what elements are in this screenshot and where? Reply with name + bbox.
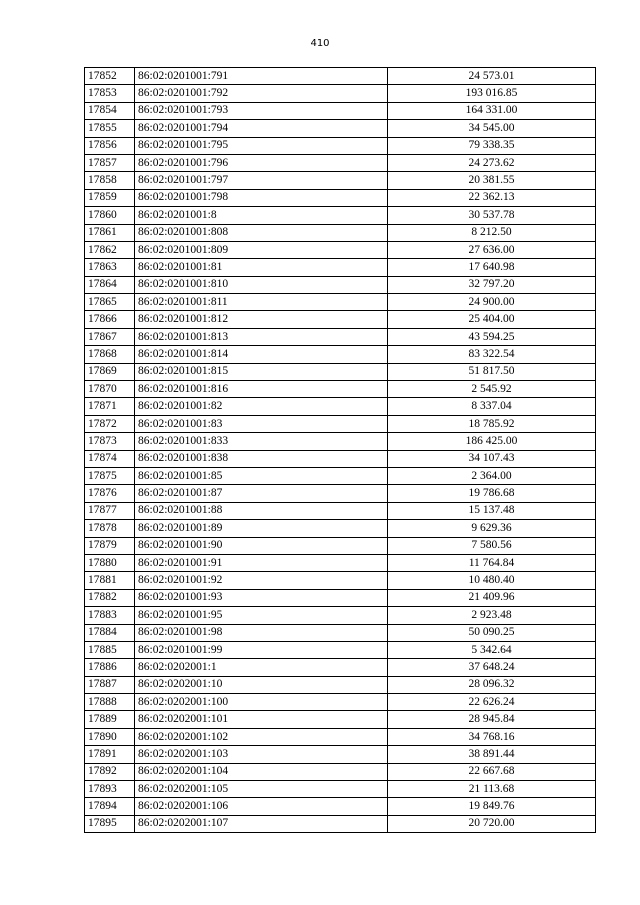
cadastral-value-table <box>84 67 596 833</box>
value-cell: 11 764.84 <box>388 554 596 571</box>
cadastral-number-cell: 86:02:0201001:809 <box>135 241 388 258</box>
cadastral-number-cell: 86:02:0201001:796 <box>135 154 388 171</box>
table-row <box>85 241 596 258</box>
cadastral-number-cell: 86:02:0202001:107 <box>135 815 388 832</box>
table-row <box>85 781 596 798</box>
row-number-cell: 17884 <box>85 624 135 641</box>
table-row <box>85 815 596 832</box>
cadastral-number-cell: 86:02:0202001:105 <box>135 781 388 798</box>
row-number-cell: 17870 <box>85 381 135 398</box>
cadastral-number-cell: 86:02:0201001:795 <box>135 137 388 154</box>
table-row <box>85 120 596 137</box>
value-cell: 8 212.50 <box>388 224 596 241</box>
table-row <box>85 433 596 450</box>
cadastral-number-cell: 86:02:0201001:794 <box>135 120 388 137</box>
value-cell: 24 573.01 <box>388 68 596 85</box>
value-cell: 83 322.54 <box>388 346 596 363</box>
table-row <box>85 641 596 658</box>
table-row <box>85 189 596 206</box>
table-row <box>85 589 596 606</box>
table-row <box>85 537 596 554</box>
row-number-cell: 17880 <box>85 554 135 571</box>
row-number-cell: 17886 <box>85 659 135 676</box>
cadastral-number-cell: 86:02:0201001:791 <box>135 68 388 85</box>
value-cell: 19 786.68 <box>388 485 596 502</box>
table-row <box>85 502 596 519</box>
cadastral-number-cell: 86:02:0201001:812 <box>135 311 388 328</box>
value-cell: 79 338.35 <box>388 137 596 154</box>
cadastral-number-cell: 86:02:0201001:90 <box>135 537 388 554</box>
row-number-cell: 17854 <box>85 102 135 119</box>
value-cell: 27 636.00 <box>388 241 596 258</box>
cadastral-number-cell: 86:02:0202001:103 <box>135 746 388 763</box>
cadastral-number-cell: 86:02:0201001:91 <box>135 554 388 571</box>
table-row <box>85 102 596 119</box>
row-number-cell: 17866 <box>85 311 135 328</box>
row-number-cell: 17852 <box>85 68 135 85</box>
table-row <box>85 467 596 484</box>
table-row <box>85 659 596 676</box>
cadastral-number-cell: 86:02:0201001:99 <box>135 641 388 658</box>
table-row <box>85 276 596 293</box>
row-number-cell: 17877 <box>85 502 135 519</box>
cadastral-number-cell: 86:02:0202001:1 <box>135 659 388 676</box>
row-number-cell: 17871 <box>85 398 135 415</box>
value-cell: 21 113.68 <box>388 781 596 798</box>
row-number-cell: 17853 <box>85 85 135 102</box>
page-number: 410 <box>310 38 330 49</box>
table-row <box>85 328 596 345</box>
cadastral-number-cell: 86:02:0201001:814 <box>135 346 388 363</box>
table-row <box>85 311 596 328</box>
row-number-cell: 17882 <box>85 589 135 606</box>
table-row <box>85 381 596 398</box>
value-cell: 22 362.13 <box>388 189 596 206</box>
cadastral-number-cell: 86:02:0202001:104 <box>135 763 388 780</box>
row-number-cell: 17891 <box>85 746 135 763</box>
cadastral-number-cell: 86:02:0201001:792 <box>135 85 388 102</box>
value-cell: 34 768.16 <box>388 728 596 745</box>
value-cell: 2 923.48 <box>388 607 596 624</box>
row-number-cell: 17876 <box>85 485 135 502</box>
table-row <box>85 711 596 728</box>
cadastral-number-cell: 86:02:0201001:816 <box>135 381 388 398</box>
cadastral-number-cell: 86:02:0202001:102 <box>135 728 388 745</box>
value-cell: 15 137.48 <box>388 502 596 519</box>
row-number-cell: 17888 <box>85 694 135 711</box>
value-cell: 10 480.40 <box>388 572 596 589</box>
cadastral-number-cell: 86:02:0201001:810 <box>135 276 388 293</box>
row-number-cell: 17867 <box>85 328 135 345</box>
cadastral-number-cell: 86:02:0201001:92 <box>135 572 388 589</box>
cadastral-number-cell: 86:02:0201001:82 <box>135 398 388 415</box>
table-row <box>85 694 596 711</box>
row-number-cell: 17855 <box>85 120 135 137</box>
row-number-cell: 17893 <box>85 781 135 798</box>
table-row <box>85 85 596 102</box>
value-cell: 34 107.43 <box>388 450 596 467</box>
table-row <box>85 624 596 641</box>
table-row <box>85 607 596 624</box>
cadastral-number-cell: 86:02:0201001:83 <box>135 415 388 432</box>
value-cell: 18 785.92 <box>388 415 596 432</box>
row-number-cell: 17869 <box>85 363 135 380</box>
row-number-cell: 17878 <box>85 520 135 537</box>
table-row <box>85 554 596 571</box>
value-cell: 9 629.36 <box>388 520 596 537</box>
cadastral-number-cell: 86:02:0201001:811 <box>135 294 388 311</box>
value-cell: 19 849.76 <box>388 798 596 815</box>
cadastral-number-cell: 86:02:0202001:100 <box>135 694 388 711</box>
value-cell: 20 381.55 <box>388 172 596 189</box>
table-row <box>85 746 596 763</box>
value-cell: 32 797.20 <box>388 276 596 293</box>
value-cell: 164 331.00 <box>388 102 596 119</box>
row-number-cell: 17860 <box>85 207 135 224</box>
value-cell: 2 364.00 <box>388 467 596 484</box>
cadastral-number-cell: 86:02:0201001:793 <box>135 102 388 119</box>
row-number-cell: 17864 <box>85 276 135 293</box>
row-number-cell: 17862 <box>85 241 135 258</box>
row-number-cell: 17857 <box>85 154 135 171</box>
value-cell: 30 537.78 <box>388 207 596 224</box>
row-number-cell: 17889 <box>85 711 135 728</box>
value-cell: 17 640.98 <box>388 259 596 276</box>
table-row <box>85 450 596 467</box>
row-number-cell: 17883 <box>85 607 135 624</box>
cadastral-number-cell: 86:02:0201001:813 <box>135 328 388 345</box>
table-row <box>85 68 596 85</box>
table-row <box>85 154 596 171</box>
value-cell: 51 817.50 <box>388 363 596 380</box>
table-row <box>85 763 596 780</box>
row-number-cell: 17859 <box>85 189 135 206</box>
value-cell: 50 090.25 <box>388 624 596 641</box>
row-number-cell: 17856 <box>85 137 135 154</box>
cadastral-number-cell: 86:02:0201001:833 <box>135 433 388 450</box>
table-body <box>85 68 596 833</box>
row-number-cell: 17892 <box>85 763 135 780</box>
table-row <box>85 728 596 745</box>
cadastral-number-cell: 86:02:0201001:87 <box>135 485 388 502</box>
cadastral-number-cell: 86:02:0201001:798 <box>135 189 388 206</box>
row-number-cell: 17890 <box>85 728 135 745</box>
cadastral-number-cell: 86:02:0202001:10 <box>135 676 388 693</box>
value-cell: 21 409.96 <box>388 589 596 606</box>
value-cell: 20 720.00 <box>388 815 596 832</box>
cadastral-number-cell: 86:02:0201001:808 <box>135 224 388 241</box>
cadastral-number-cell: 86:02:0201001:93 <box>135 589 388 606</box>
value-cell: 7 580.56 <box>388 537 596 554</box>
cadastral-number-cell: 86:02:0201001:98 <box>135 624 388 641</box>
table-row <box>85 259 596 276</box>
value-cell: 37 648.24 <box>388 659 596 676</box>
value-cell: 34 545.00 <box>388 120 596 137</box>
row-number-cell: 17863 <box>85 259 135 276</box>
value-cell: 22 626.24 <box>388 694 596 711</box>
value-cell: 28 096.32 <box>388 676 596 693</box>
cadastral-number-cell: 86:02:0201001:95 <box>135 607 388 624</box>
cadastral-number-cell: 86:02:0201001:81 <box>135 259 388 276</box>
table-row <box>85 207 596 224</box>
table-row <box>85 485 596 502</box>
value-cell: 43 594.25 <box>388 328 596 345</box>
row-number-cell: 17872 <box>85 415 135 432</box>
table-row <box>85 294 596 311</box>
table-row <box>85 363 596 380</box>
value-cell: 5 342.64 <box>388 641 596 658</box>
row-number-cell: 17894 <box>85 798 135 815</box>
value-cell: 186 425.00 <box>388 433 596 450</box>
value-cell: 193 016.85 <box>388 85 596 102</box>
table-row <box>85 676 596 693</box>
row-number-cell: 17861 <box>85 224 135 241</box>
table-row <box>85 520 596 537</box>
table-row <box>85 172 596 189</box>
value-cell: 22 667.68 <box>388 763 596 780</box>
row-number-cell: 17895 <box>85 815 135 832</box>
table-row <box>85 398 596 415</box>
cadastral-number-cell: 86:02:0201001:85 <box>135 467 388 484</box>
value-cell: 8 337.04 <box>388 398 596 415</box>
value-cell: 24 900.00 <box>388 294 596 311</box>
value-cell: 38 891.44 <box>388 746 596 763</box>
row-number-cell: 17875 <box>85 467 135 484</box>
row-number-cell: 17873 <box>85 433 135 450</box>
value-cell: 25 404.00 <box>388 311 596 328</box>
cadastral-number-cell: 86:02:0201001:797 <box>135 172 388 189</box>
cadastral-number-cell: 86:02:0201001:88 <box>135 502 388 519</box>
cadastral-number-cell: 86:02:0201001:89 <box>135 520 388 537</box>
cadastral-number-cell: 86:02:0201001:815 <box>135 363 388 380</box>
cadastral-number-cell: 86:02:0202001:106 <box>135 798 388 815</box>
table-row <box>85 415 596 432</box>
row-number-cell: 17858 <box>85 172 135 189</box>
cadastral-number-cell: 86:02:0201001:838 <box>135 450 388 467</box>
row-number-cell: 17887 <box>85 676 135 693</box>
row-number-cell: 17879 <box>85 537 135 554</box>
value-cell: 24 273.62 <box>388 154 596 171</box>
value-cell: 2 545.92 <box>388 381 596 398</box>
cadastral-number-cell: 86:02:0201001:8 <box>135 207 388 224</box>
table-row <box>85 572 596 589</box>
table-row <box>85 346 596 363</box>
table-row <box>85 137 596 154</box>
row-number-cell: 17865 <box>85 294 135 311</box>
row-number-cell: 17881 <box>85 572 135 589</box>
value-cell: 28 945.84 <box>388 711 596 728</box>
table-row <box>85 798 596 815</box>
row-number-cell: 17885 <box>85 641 135 658</box>
cadastral-number-cell: 86:02:0202001:101 <box>135 711 388 728</box>
row-number-cell: 17868 <box>85 346 135 363</box>
row-number-cell: 17874 <box>85 450 135 467</box>
table-row <box>85 224 596 241</box>
